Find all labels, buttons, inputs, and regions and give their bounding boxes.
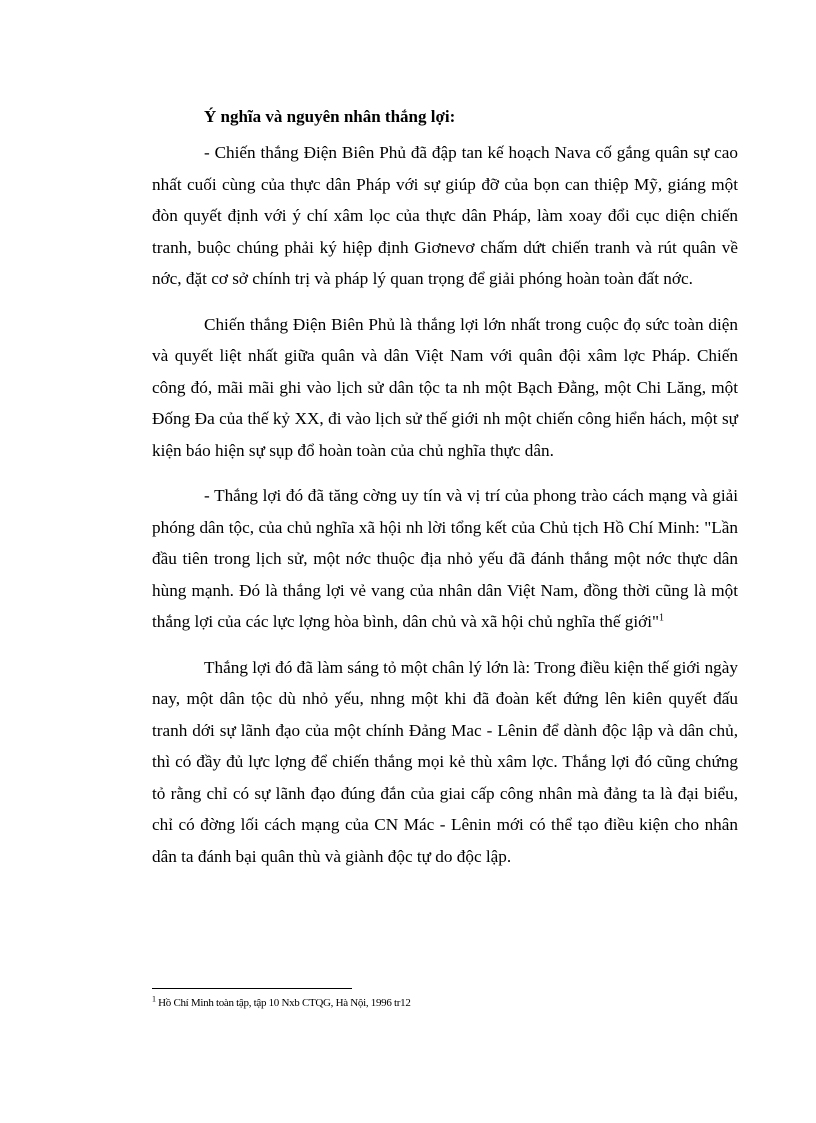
section-heading: Ý nghĩa và nguyên nhân thắng lợi: — [204, 107, 456, 126]
footnote-divider — [152, 988, 352, 989]
footnote — [152, 996, 411, 1010]
paragraph-1: - Chiến thắng Điện Biên Phủ đã đập tan kế hoạch Nava cố gắng quân sự cao nhất cuối cùng của thực dân Pháp với sự giúp đỡ của bọn can thiệp Mỹ, giáng một đòn quyết định với ý chí xâm lọc của thực dân Pháp, làm xoay đổi cục diện chiến tranh, buộc chúng phải ký hiệp định Giơnevơ chấm dứt chiến tranh và rút quân về nớc, đặt cơ sở chính trị và pháp lý quan trọng để giải phóng hoàn toàn đất nớc. — [152, 143, 738, 288]
paragraph-3-text: - Thắng lợi đó đã tăng cờng uy tín và vị trí của phong trào cách mạng và giải phóng dân tộc, của chủ nghĩa xã hội nh lời tổng kết của Chủ tịch Hồ Chí Minh: "Lần đầu tiên trong lịch sử, một nớc thuộc địa nhỏ yếu đã đánh thắng một nớc thực dân hùng mạnh. Đó là thắng lợi vẻ vang của nhân dân Việt Nam, đồng thời cũng là một thắng lợi của các lực lợng hòa bình, dân chủ và xã hội chủ nghĩa thế giới" — [152, 486, 738, 631]
document-body — [152, 103, 738, 886]
footnote-marker: 1 — [152, 994, 156, 1004]
paragraph-2: Chiến thắng Điện Biên Phủ là thắng lợi lớn nhất trong cuộc đọ sức toàn diện và quyết liệt nhất giữa quân và dân Việt Nam với quân đội xâm lợc Pháp. Chiến công đó, mãi mãi ghi vào lịch sử dân tộc ta nh một Bạch Đằng, một Chi Lăng, một Đống Đa của thế kỷ XX, đi vào lịch sử thế giới nh một chiến công hiển hách, một sự kiện báo hiện sự sụp đổ hoàn toàn của chủ nghĩa thực dân. — [152, 314, 738, 460]
footnote-reference: 1 — [659, 612, 665, 624]
paragraph-4: Thắng lợi đó đã làm sáng tỏ một chân lý lớn là: Trong điều kiện thế giới ngày nay, một dân tộc dù nhỏ yếu, nhng một khi đã đoàn kết đứng lên kiên quyết đấu tranh dới sự lãnh đạo của một chính Đảng Mac - Lênin để dành độc lập và dân chủ, thì có đầy đủ lực lợng để chiến thắng mọi kẻ thù xâm lợc. Thắng lợi đó cũng chứng tỏ rằng chỉ có sự lãnh đạo đúng đắn của giai cấp công nhân mà đảng ta là đại biểu, chỉ có đờng lối cách mạng của CN Mác - Lênin mới có thể tạo điều kiện cho nhân dân ta đánh bại quân thù và giành độc tự do độc lập. — [152, 657, 738, 866]
footnote-text: Hồ Chí Minh toàn tập, tập 10 Nxb CTQG, Hà Nội, 1996 tr12 — [158, 997, 411, 1009]
paragraph-3 — [152, 480, 738, 638]
